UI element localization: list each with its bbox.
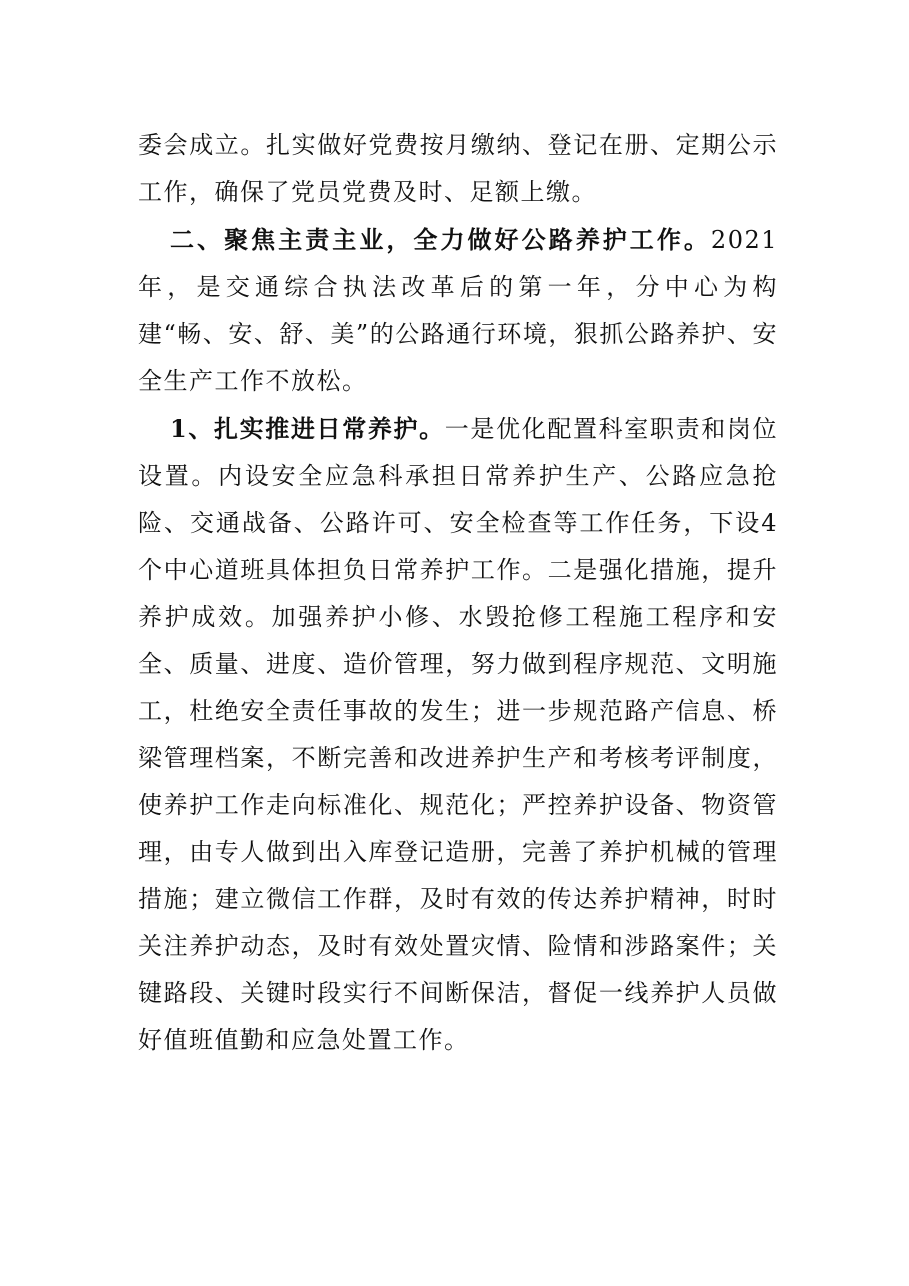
paragraph-3 <box>138 405 778 1064</box>
paragraph-2-text: 2021年，是交通综合执法改革后的第一年，分中心为构建“畅、安、舒、美”的公路通行环境，狠抓公路养护、安全生产工作不放松。 <box>138 226 778 395</box>
paragraph-1-text: 委会成立。扎实做好党费按月缴纳、登记在册、定期公示工作，确保了党员党费及时、足额上缴。 <box>138 131 778 206</box>
paragraph-1 <box>138 122 778 216</box>
section-heading-3: 1、扎实推进日常养护。 <box>170 414 445 443</box>
paragraph-2 <box>138 216 778 405</box>
paragraph-3-text: 一是优化配置科室职责和岗位设置。内设安全应急科承担日常养护生产、公路应急抢险、交通战备、公路许可、安全检查等工作任务，下设4个中心道班具体担负日常养护工作。二是强化措施，提升养护成效。加强养护小修、水毁抢修工程施工程序和安全、质量、进度、造价管理，努力做到程序规范、文明施工，杜绝安全责任事故的发生；进一步规范路产信息、桥梁管理档案，不断完善和改进养护生产和考核考评制度，使养护工作走向标准化、规范化；严控养护设备、物资管理，由专人做到出入库登记造册，完善了养护机械的管理措施；建立微信工作群，及时有效的传达养护精神，时时关注养护动态，及时有效处置灾情、险情和涉路案件；关键路段、关键时段实行不间断保洁，督促一线养护人员做好值班值勤和应急处置工作。 <box>138 415 779 1054</box>
section-heading-2: 二、聚焦主责主业，全力做好公路养护工作。 <box>170 225 711 254</box>
document-body <box>138 122 778 1064</box>
